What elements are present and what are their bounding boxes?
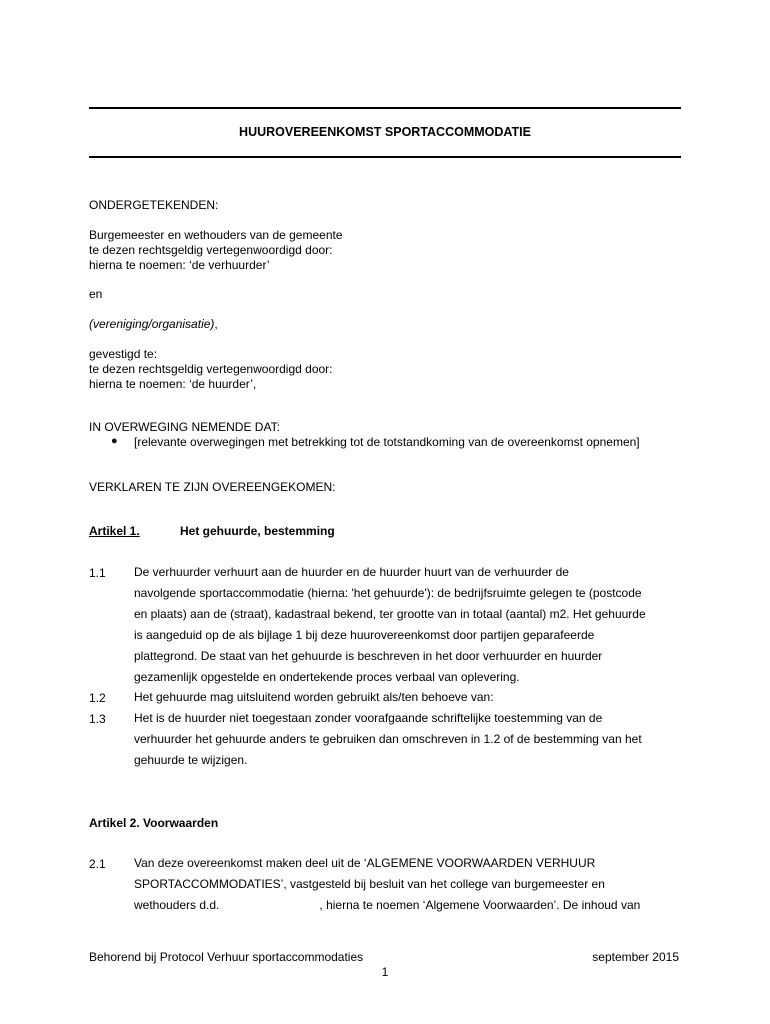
organisation-suffix: , [214, 317, 218, 331]
footer-left: Behorend bij Protocol Verhuur sportaccommodaties [89, 950, 364, 964]
clause-line: en plaats) aan de (straat), kadastraal bekend, ter grootte van in totaal (aantal) m2. Het gehuurde [134, 607, 646, 621]
clause-number: 1.3 [89, 712, 106, 726]
party-line: te dezen rechtsgeldig vertegenwoordigd door: [89, 362, 333, 376]
footer-date: september 2015 [592, 950, 679, 964]
clause-line: verhuurder het gehuurde anders te gebruiken dan omschreven in 1.2 of de bestemming van het [134, 732, 642, 746]
article-1-title: Het gehuurde, bestemming [180, 524, 335, 538]
clause-line: Van deze overeenkomst maken deel uit de ‘ALGEMENE VOORWAARDEN VERHUUR [134, 856, 596, 870]
agreed-heading: VERKLAREN TE ZIJN OVEREENGEKOMEN: [89, 480, 336, 494]
party-huurder-name [89, 317, 218, 331]
conjunction-en: en [89, 287, 103, 301]
clause-line: De verhuurder verhuurt aan de huurder en de huurder huurt van de verhuurder de [134, 565, 569, 579]
ondergetekenden-heading: ONDERGETEKENDEN: [89, 198, 219, 212]
party-line: Burgemeester en wethouders van de gemeente [89, 228, 343, 242]
party-huurder [89, 347, 333, 392]
party-line: hierna te noemen: ‘de verhuurder’ [89, 258, 270, 272]
party-line: hierna te noemen: ‘de huurder’, [89, 377, 257, 391]
clause-line: gehuurde te wijzigen. [134, 753, 248, 767]
clause-1-3-text [134, 708, 679, 771]
clause-line: Het is de huurder niet toegestaan zonder voorafgaande schriftelijke toestemming van de [134, 711, 603, 725]
clause-line: Het gehuurde mag uitsluitend worden gebruikt als/ten behoeve van: [134, 690, 494, 704]
article-2-heading: Artikel 2. Voorwaarden [89, 816, 219, 830]
clause-line: is aangeduid op de als bijlage 1 bij deze huurovereenkomst door partijen geparafeerde [134, 628, 595, 642]
article-1-label: Artikel 1. [89, 524, 140, 538]
party-line: gevestigd te: [89, 347, 158, 361]
page-number: 1 [381, 965, 389, 979]
clause-number: 2.1 [89, 857, 106, 871]
bullet-icon: ● [111, 435, 118, 447]
consideration-item: [relevante overwegingen met betrekking tot de totstandkoming van de overeenkomst opnemen] [134, 435, 640, 449]
clause-1-2-text [134, 687, 679, 708]
document-title: HUUROVEREENKOMST SPORTACCOMMODATIE [239, 125, 531, 139]
party-verhuurder [89, 228, 343, 273]
clause-1-1-text [134, 562, 679, 688]
clause-line: gezamenlijk opgestelde en ondertekende proces verbaal van oplevering. [134, 670, 520, 684]
party-line: te dezen rechtsgeldig vertegenwoordigd door: [89, 243, 333, 257]
clause-number: 1.2 [89, 691, 106, 705]
considerations-heading: IN OVERWEGING NEMENDE DAT: [89, 420, 280, 434]
organisation-placeholder: (vereniging/organisatie) [89, 317, 215, 331]
clause-line: SPORTACCOMMODATIES’, vastgesteld bij besluit van het college van burgemeester en [134, 877, 605, 891]
clause-line: navolgende sportaccommodatie (hierna: 'het gehuurde'): de bedrijfsruimte gelegen te (postcode [134, 586, 642, 600]
clause-number: 1.1 [89, 566, 106, 580]
title-bottom-rule [89, 156, 681, 158]
clause-line: wethouders d.d. , hierna te noemen ‘Algemene Voorwaarden’. De inhoud van [134, 898, 641, 912]
top-rule [89, 107, 681, 109]
clause-2-1-text [134, 853, 679, 916]
clause-line: plattegrond. De staat van het gehuurde is beschreven in het door verhuurder en huurder [134, 649, 603, 663]
